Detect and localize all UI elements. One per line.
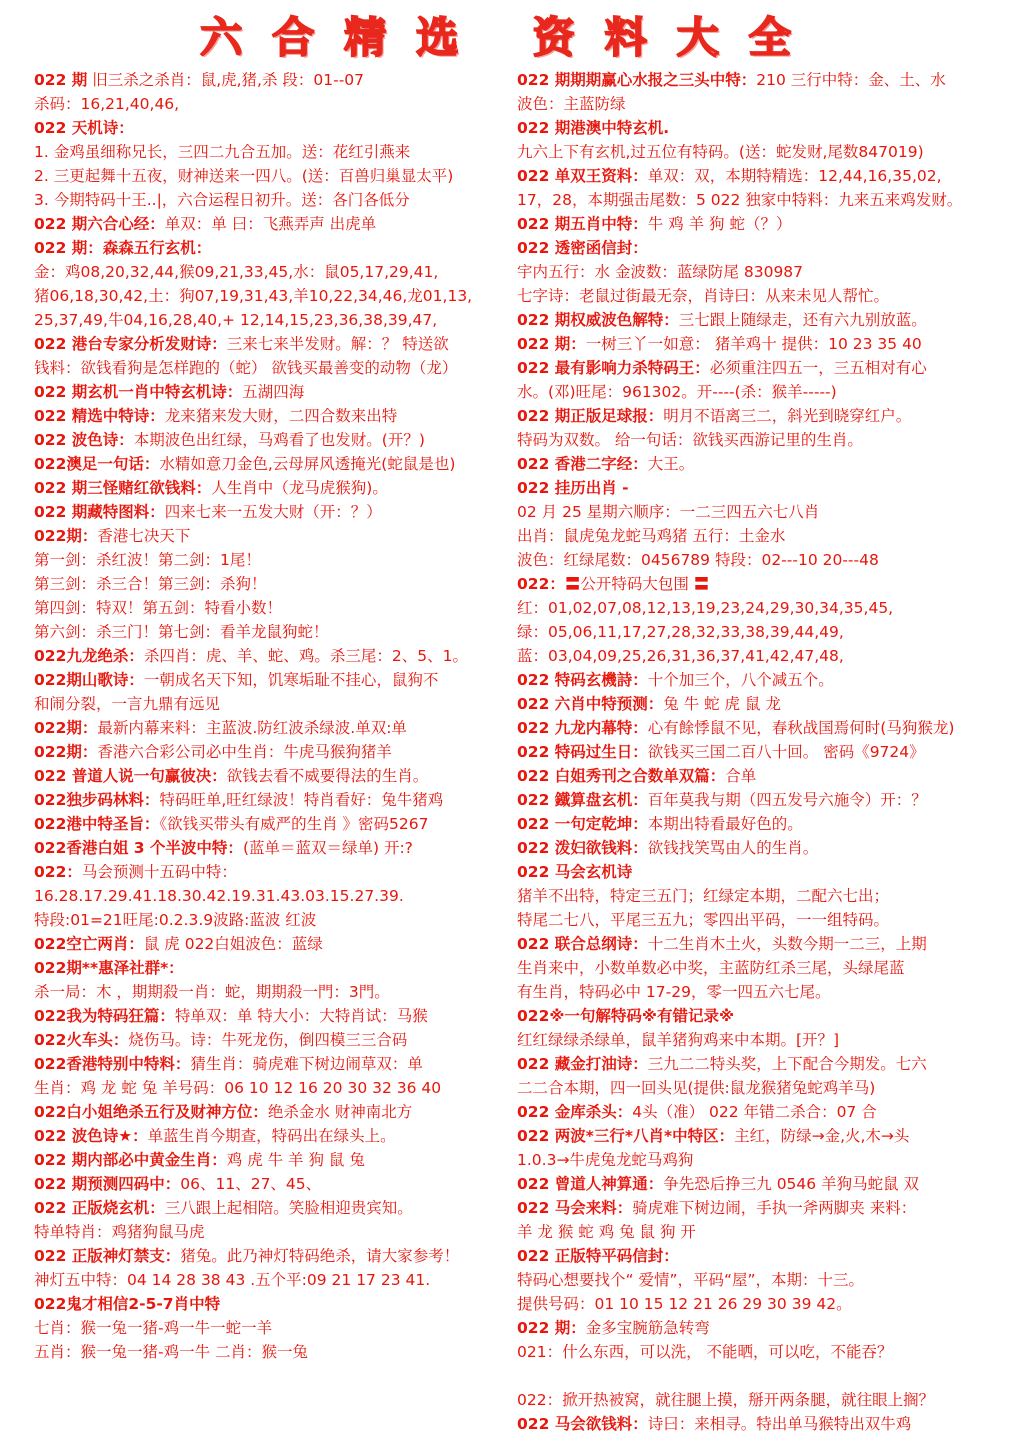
left-column-line-text: 一朝成名天下知，饥寒垢耻不挂心，鼠狗不 (143, 671, 439, 689)
right-column-line-text: 主红，防绿→金,火,木→头 (734, 1127, 910, 1145)
left-column-line (34, 1340, 526, 1364)
right-column-line-text: 三九二二特头奖，上下配合今期发。七六 (647, 1055, 927, 1073)
right-column-line (517, 572, 1009, 596)
left-column-line (34, 1004, 526, 1028)
right-column-line (517, 668, 1009, 692)
left-column-line (34, 1052, 526, 1076)
right-column-line (517, 1004, 1009, 1028)
left-column-line-text: 本期波色出红绿，马鸡看了也发财。(开？) (133, 431, 425, 449)
left-column-line-text: 金：鸡08,20,32,44,猴09,21,33,45,水：鼠05,17,29,41, (34, 263, 439, 281)
right-column-line (517, 1412, 1009, 1436)
left-column-line-label: 022 期预测四码中： (34, 1175, 181, 1193)
right-column-line (517, 236, 1009, 260)
right-column-line-text: 特码心想要找个“ 爱情”，平码“屋”，本期：十三。 (517, 1271, 865, 1289)
left-column-line-label: 022 港台专家分析发财诗： (34, 335, 227, 353)
right-column-line-label: 022 期港澳中特玄机. (517, 119, 670, 137)
left-column-line (34, 764, 526, 788)
right-column-line-text: 七字诗：老鼠过街最无奈，肖诗曰：从来未见人帮忙。 (517, 287, 890, 305)
right-column-line (517, 860, 1009, 884)
right-column-line-text: 022：掀开热被窝，就往腿上摸，掰开两条腿，就往眼上搁？ (517, 1391, 935, 1409)
right-column-line-text: 牛 鸡 羊 狗 蛇（？） (647, 215, 792, 233)
left-column-line (34, 1316, 526, 1340)
left-column-line-text: 马会预测十五码中特： (81, 863, 237, 881)
right-column-line-label: 022 正版特平码信封： (517, 1247, 679, 1265)
left-column-line (34, 620, 526, 644)
right-column-line-label: 022※一句解特码※有错记录※ (517, 1007, 735, 1025)
right-column-line (517, 524, 1009, 548)
right-column-line-text: 4头（准） 022 年错二杀合：07 合 (632, 1103, 877, 1121)
left-column-line-text: 杀码：16,21,40,46, (34, 95, 180, 113)
right-column-line (517, 92, 1009, 116)
left-column-line-text: 3. 今期特码十王..|，六合运程日初升。送：各门各低分 (34, 191, 410, 209)
left-column-line-text: 七肖：猴一兔一猪-鸡一牛一蛇一羊 (34, 1319, 273, 1337)
left-column-line-text: 龙来猪来发大财，二四合数来出特 (164, 407, 398, 425)
left-column-line (34, 212, 526, 236)
left-column-line (34, 92, 526, 116)
left-column-line-label: 022 期 (34, 71, 88, 89)
right-column-line-text: 〓公开特码大包围 〓 (564, 575, 710, 593)
right-column-line (517, 1340, 1009, 1364)
left-column-line-label: 022港中特圣旨： (34, 815, 160, 833)
left-column-line (34, 332, 526, 356)
left-column-line-text: 特单特肖：鸡猪狗鼠马虎 (34, 1223, 205, 1241)
right-column-line-text: 17，28，本期强击尾数：5 022 独家中特料：九来五来鸡发财。 (517, 191, 963, 209)
right-column-line-label: 022 马会欲钱料： (517, 1415, 648, 1433)
right-column-line (517, 428, 1009, 452)
left-column-line (34, 740, 526, 764)
right-column-line (517, 1196, 1009, 1220)
right-column-line (517, 164, 1009, 188)
right-column-line (517, 596, 1009, 620)
right-column-line-text: 明月不语离三二，斜光到晓穿红户。 (663, 407, 912, 425)
left-column-line (34, 1220, 526, 1244)
right-column-line (517, 788, 1009, 812)
left-column-line (34, 884, 526, 908)
left-column-line-text: 绝杀金水 财神南北方 (267, 1103, 413, 1121)
left-column-line-text: 三来七来半发财。解：？ 特送欲 (226, 335, 449, 353)
left-column-line-label: 022香港特别中特料： (34, 1055, 191, 1073)
right-column-line-text: 猪羊不出特，特定三五门；红绿定本期，二配六七出； (517, 887, 890, 905)
left-column-line-text: 四来七来一五发大财（开：？） (164, 503, 382, 521)
left-column-line-text: 钱料：欲钱看狗是怎样跑的（蛇） 欲钱买最善变的动物（龙） (34, 359, 458, 377)
left-column-line (34, 1076, 526, 1100)
left-column-line-text: 香港六合彩公司必中生肖：牛虎马猴狗猪羊 (97, 743, 392, 761)
left-column-line (34, 116, 526, 140)
left-column-line-text: 25,37,49,牛04,16,28,40,+ 12,14,15,23,36,38,39,47, (34, 311, 438, 329)
left-column-line-text: 神灯五中特：04 14 28 38 43 .五个平:09 21 17 23 41. (34, 1271, 431, 1289)
right-column-line-text: 三七跟上随绿走，还有六九别放蓝。 (678, 311, 927, 329)
left-column-line-text: 第四剑：特双！第五剑：特看小数！ (34, 599, 283, 617)
right-column-line (517, 1124, 1009, 1148)
left-column-line-text: 第六剑：杀三门！第七剑：看羊龙鼠狗蛇！ (34, 623, 329, 641)
right-column-line-text: 生肖来中，小数单数必中奖，主蓝防红杀三尾，头绿尾蓝 (517, 959, 905, 977)
right-column-line (517, 932, 1009, 956)
left-column-line (34, 908, 526, 932)
right-column-line-label: 022 透密函信封： (517, 239, 648, 257)
left-column-line-text: 人生肖中（龙马虎猴狗)。 (211, 479, 388, 497)
left-column-line (34, 596, 526, 620)
right-column-line-text: 红红绿绿杀绿单，鼠羊猪狗鸡来中本期。[开？] (517, 1031, 840, 1049)
right-column-line-text: 绿：05,06,11,17,27,28,32,33,38,39,44,49, (517, 623, 844, 641)
right-column-line (517, 1244, 1009, 1268)
right-column-line-text: 本期出特看最好色的。 (647, 815, 803, 833)
left-column-line (34, 284, 526, 308)
right-column-line (517, 908, 1009, 932)
right-column-line-text: 021：什么东西，可以洗， 不能晒，可以吃，不能吞？ (517, 1343, 893, 1361)
left-column-line (34, 260, 526, 284)
right-column-line-text: 1.0.3→牛虎兔龙蛇马鸡狗 (517, 1151, 694, 1169)
right-column-line (517, 404, 1009, 428)
right-column-line (517, 1292, 1009, 1316)
right-column-line-text: 骑虎难下树边闹，手执一斧两脚夹 来料： (632, 1199, 917, 1217)
left-column-line-text: 2. 三更起舞十五夜，财神送来一四八。(送：百兽归巢显太平) (34, 167, 454, 185)
left-column-line-label: 022 期：森森五行玄机： (34, 239, 212, 257)
left-column-line-text: (蓝单＝蓝双＝绿单) 开:? (242, 839, 413, 857)
right-column-line-text: 争先恐后挣三九 0546 羊狗马蛇鼠 双 (663, 1175, 919, 1193)
right-column-line-text: 水。(邓)旺尾：961302。开----(杀：猴羊-----) (517, 383, 837, 401)
left-column-line-label: 022火车头： (34, 1031, 129, 1049)
left-column-line (34, 140, 526, 164)
left-column-line-text: 第三剑：杀三合！第三剑：杀狗！ (34, 575, 267, 593)
left-column-line-text: 1. 金鸡虽细称兄长，三四二九合五加。送：花红引燕来 (34, 143, 411, 161)
right-column-line-label: 022： (517, 575, 565, 593)
left-column-line-text: 猜生肖：骑虎难下树边闹草双：单 (190, 1055, 423, 1073)
right-column-line-text: 单双：双，本期特精选：12,44,16,35,02, (647, 167, 942, 185)
left-column-line-text: 特码旺单,旺红绿波！特肖看好：兔牛猪鸡 (159, 791, 444, 809)
left-column-line (34, 1292, 526, 1316)
right-column-line (517, 1316, 1009, 1340)
left-column-line-label: 022香港白姐 3 个半波中特： (34, 839, 243, 857)
right-column-line-text: 出肖：鼠虎兔龙蛇马鸡猪 五行：土金水 (517, 527, 786, 545)
right-column-line-text: 二二合本期，四一回头见(提供:鼠龙猴猪兔蛇鸡羊马) (517, 1079, 876, 1097)
left-column-line-label: 022 期六合心经： (34, 215, 165, 233)
left-column-line-label: 022澳足一句话： (34, 455, 160, 473)
left-column-line (34, 932, 526, 956)
right-column-line-label: 022 两波*三行*八肖*中特区： (517, 1127, 735, 1145)
right-column-line (517, 884, 1009, 908)
right-column-line-label: 022 一句定乾坤： (517, 815, 648, 833)
right-column-line (517, 68, 1009, 92)
left-column-line (34, 812, 526, 836)
left-column-line (34, 836, 526, 860)
left-column-line-text: 五肖：猴一兔一猪-鸡一牛 二肖：猴一兔 (34, 1343, 309, 1361)
right-column-line (517, 1364, 1009, 1388)
left-column-line-label: 022期： (34, 527, 98, 545)
left-column-line-label: 022白小姐绝杀五行及财神方位： (34, 1103, 268, 1121)
right-column-line (517, 548, 1009, 572)
right-column-line-label: 022 金库杀头： (517, 1103, 633, 1121)
right-column-line-text: 波色：主蓝防绿 (517, 95, 626, 113)
left-column-line (34, 980, 526, 1004)
right-column-line (517, 740, 1009, 764)
right-column-line-text: 诗曰：来相寻。特出单马猴特出双牛鸡 (647, 1415, 912, 1433)
right-column-line (517, 1028, 1009, 1052)
left-column-line-text: 16.28.17.29.41.18.30.42.19.31.43.03.15.27.39. (34, 887, 404, 905)
right-column-line (517, 332, 1009, 356)
right-column-line-text: 欲钱买三国二百八十回。 密码《9724》 (647, 743, 925, 761)
right-column-line-label: 022 期权威波色解特： (517, 311, 679, 329)
left-column-line-label: 022期： (34, 719, 98, 737)
right-column-line-text: 十二生肖木土火，头数今期一二三，上期 (647, 935, 927, 953)
left-column-line-label: 022空亡两肖： (34, 935, 144, 953)
right-column-line-text: 兔 牛 蛇 虎 鼠 龙 (663, 695, 781, 713)
right-column-line-label: 022 期： (517, 1319, 586, 1337)
left-column-line (34, 236, 526, 260)
right-column-line (517, 308, 1009, 332)
left-column-line-text: 最新内幕来料：主蓝波.防红波杀绿波.单双:单 (97, 719, 407, 737)
right-column-line-label: 022 期： (517, 335, 586, 353)
left-column-line (34, 716, 526, 740)
left-column-line-label: 022期**惠泽社群*： (34, 959, 184, 977)
left-column-line (34, 476, 526, 500)
right-column-line (517, 1220, 1009, 1244)
left-column-line (34, 428, 526, 452)
right-column (517, 68, 1009, 1436)
right-column-line (517, 1076, 1009, 1100)
left-column-line-text: 水精如意刀金色,云母屏风透掩光(蛇鼠是也) (159, 455, 456, 473)
left-column-line-text: 第一剑：杀红波！第二剑：1尾！ (34, 551, 261, 569)
right-column-line (517, 644, 1009, 668)
right-column-line-text: 有生肖，特码必中 17-29，零一四五六七尾。 (517, 983, 831, 1001)
left-column-line (34, 1100, 526, 1124)
left-column-line-label: 022 期内部必中黄金生肖： (34, 1151, 227, 1169)
left-column-line (34, 524, 526, 548)
right-column-line-label: 022 马会玄机诗 (517, 863, 633, 881)
left-column-line-text: 三八跟上起相陪。笑脸相迎贵宾知。 (164, 1199, 413, 1217)
right-column-line-text: 十个加三个，八个减五个。 (647, 671, 834, 689)
right-column-line (517, 284, 1009, 308)
right-column-line-text: 合单 (725, 767, 757, 785)
left-column-line-text: 鼠 虎 022白姐波色：蓝绿 (143, 935, 323, 953)
right-column-line-text: 金多宝腕筋急转弯 (585, 1319, 710, 1337)
left-column (34, 68, 526, 1364)
right-column-line (517, 356, 1009, 380)
right-column-line (517, 980, 1009, 1004)
right-column-line (517, 212, 1009, 236)
left-column-line-text: 鸡 虎 牛 羊 狗 鼠 兔 (226, 1151, 365, 1169)
right-column-line-label: 022 单双王资料： (517, 167, 648, 185)
left-column-line-label: 022我为特码狂篇： (34, 1007, 175, 1025)
right-column-line (517, 1148, 1009, 1172)
left-column-line (34, 572, 526, 596)
right-column-line-text: 特尾二七八，平尾三五九；零四出平码，一一组特码。 (517, 911, 890, 929)
left-column-line-text: 单双：单 曰：飞燕弄声 出虎单 (164, 215, 377, 233)
right-column-line (517, 1388, 1009, 1412)
left-column-line (34, 1124, 526, 1148)
right-column-line-label: 022 鐵算盘玄机： (517, 791, 648, 809)
right-column-line-label: 022 白姐秀刊之合数单双篇： (517, 767, 726, 785)
right-column-line-label: 022 特码过生日： (517, 743, 648, 761)
left-column-line (34, 380, 526, 404)
left-column-line-label: 022期： (34, 743, 98, 761)
right-column-line-text: 九六上下有玄机,过五位有特码。(送：蛇发财,尾数847019) (517, 143, 924, 161)
page-title: 六合精选 资料大全 (200, 13, 821, 62)
left-column-line (34, 548, 526, 572)
left-column-line (34, 956, 526, 980)
left-column-line-text: 香港七决天下 (97, 527, 191, 545)
left-column-line-text: 和闹分裂，一言九鼎有远见 (34, 695, 221, 713)
left-column-line-text: 旧三杀之杀肖：鼠,虎,猪,杀 段：01--07 (87, 71, 365, 89)
right-column-line-label: 022 期期期赢心水报之三头中特： (517, 71, 757, 89)
left-column-line-label: 022 普道人说一句赢彼决： (34, 767, 227, 785)
left-column-line-label: 022九龙绝杀： (34, 647, 144, 665)
right-column-line-text: 必须重注四五一，三五相对有心 (709, 359, 927, 377)
left-column-line (34, 308, 526, 332)
right-column-line-text: 百年莫我与期（四五发号六施令）开：？ (647, 791, 927, 809)
left-column-line-text: 欲钱去看不威要得法的生肖。 (226, 767, 429, 785)
right-column-line (517, 956, 1009, 980)
right-column-line-label: 022 联合总纲诗： (517, 935, 648, 953)
left-column-line-text: 特段:01=21旺尾:0.2.3.9波路:蓝波 红波 (34, 911, 317, 929)
left-column-line (34, 1172, 526, 1196)
right-column-line (517, 188, 1009, 212)
right-column-line (517, 140, 1009, 164)
right-column-line-text: 宇内五行：水 金波数：蓝绿防尾 830987 (517, 263, 804, 281)
left-column-line-label: 022鬼才相信2-5-7肖中特 (34, 1295, 221, 1313)
left-column-line-label: 022独步码林料： (34, 791, 160, 809)
right-column-line-text: 一树三丫一如意： 猪羊鸡十 提供：10 23 35 40 (585, 335, 922, 353)
left-column-line-text: 五湖四海 (242, 383, 305, 401)
left-column-line-label: 022： (34, 863, 82, 881)
right-column-line-text: 羊 龙 猴 蛇 鸡 兔 鼠 狗 开 (517, 1223, 696, 1241)
left-column-line-label: 022 正版神灯禁支： (34, 1247, 181, 1265)
right-column-line-text: 波色：红绿尾数：0456789 特段：02---10 20---48 (517, 551, 879, 569)
right-column-line (517, 116, 1009, 140)
left-column-line-label: 022期山歌诗： (34, 671, 144, 689)
left-column-line-text: 生肖：鸡 龙 蛇 兔 羊号码：06 10 12 16 20 30 32 36 40 (34, 1079, 442, 1097)
right-column-line-label: 022 香港二字经： (517, 455, 648, 473)
right-column-line-text: 红：01,02,07,08,12,13,19,23,24,29,30,34,35,45, (517, 599, 894, 617)
left-column-line (34, 1148, 526, 1172)
right-column-line-label: 022 九龙内幕特： (517, 719, 648, 737)
right-column-line-label: 022 最有影响力杀特码王： (517, 359, 710, 377)
left-column-line-label: 022 精选中特诗： (34, 407, 165, 425)
left-column-line (34, 860, 526, 884)
right-column-line-text: 02 月 25 星期六顺序：一二三四五六七八肖 (517, 503, 820, 521)
right-column-line (517, 380, 1009, 404)
right-column-line (517, 716, 1009, 740)
left-column-line (34, 188, 526, 212)
right-column-line-text: 欲钱找笑骂由人的生肖。 (647, 839, 819, 857)
left-column-line (34, 788, 526, 812)
left-column-line-text: 06、11、27、45、 (180, 1175, 322, 1193)
left-column-line (34, 1028, 526, 1052)
left-column-line-label: 022 正版烧玄机： (34, 1199, 165, 1217)
right-column-line-label: 022 六肖中特预测： (517, 695, 664, 713)
left-column-line (34, 1196, 526, 1220)
left-column-line (34, 1244, 526, 1268)
left-column-line (34, 164, 526, 188)
right-column-line-text: 提供号码：01 10 15 12 21 26 29 30 39 42。 (517, 1295, 852, 1313)
right-column-line-text: 210 三行中特：金、土、水 (756, 71, 946, 89)
left-column-line (34, 404, 526, 428)
right-column-line (517, 1268, 1009, 1292)
right-column-line (517, 620, 1009, 644)
right-column-line (517, 1100, 1009, 1124)
right-column-line (517, 764, 1009, 788)
left-column-line-text: 猪兔。此乃神灯特码绝杀，请大家参考！ (180, 1247, 460, 1265)
right-column-line-label: 022 期五肖中特： (517, 215, 648, 233)
right-column-line-text: 特码为双数。 给一句话：欲钱买西游记里的生肖。 (517, 431, 863, 449)
left-column-line-label: 022 期三怪赌红欲钱料： (34, 479, 212, 497)
right-column-line (517, 452, 1009, 476)
right-column-line-label: 022 泼妇欲钱料： (517, 839, 648, 857)
left-column-line (34, 1268, 526, 1292)
left-column-line-label: 022 期玄机一肖中特玄机诗： (34, 383, 243, 401)
left-column-line-text: 特单双：单 特大小：大特肖试：马猴 (174, 1007, 428, 1025)
right-column-line-text: 心有餘悸鼠不见，春秋战国焉何时(马狗猴龙) (647, 719, 955, 737)
left-column-line-label: 022 波色诗★： (34, 1127, 148, 1145)
right-column-line-label: 022 马会来料： (517, 1199, 633, 1217)
right-column-line (517, 500, 1009, 524)
right-column-line-label: 022 曾道人神算通： (517, 1175, 664, 1193)
left-column-line-text: 杀四肖：虎、羊、蛇、鸡。杀三尾：2、5、1。 (143, 647, 468, 665)
right-column-line (517, 1052, 1009, 1076)
left-column-line-text: 猪06,18,30,42,土：狗07,19,31,43,羊10,22,34,46,龙01,13, (34, 287, 473, 305)
right-column-line (517, 260, 1009, 284)
right-column-line-label: 022 挂历出肖 - (517, 479, 629, 497)
right-column-line-label: 022 特码玄機詩： (517, 671, 648, 689)
left-column-line-text: 杀一局：木 ，期期殺一肖：蛇，期期殺一門：3門。 (34, 983, 390, 1001)
left-column-line-label: 022 波色诗： (34, 431, 134, 449)
left-column-line (34, 500, 526, 524)
left-column-line (34, 692, 526, 716)
right-column-line-label: 022 藏金打油诗： (517, 1055, 648, 1073)
left-column-line-text: 单蓝生肖今期查，特码出在绿头上。 (147, 1127, 396, 1145)
left-column-line-text: 《欲钱买带头有威严的生肖 》密码5267 (159, 815, 429, 833)
left-column-line (34, 668, 526, 692)
left-column-line (34, 356, 526, 380)
right-column-line (517, 812, 1009, 836)
left-column-line-label: 022 天机诗： (34, 119, 134, 137)
left-column-line (34, 452, 526, 476)
left-column-line-text: 烧伤马。诗：牛死龙伤，倒四模三三合码 (128, 1031, 408, 1049)
right-column-line (517, 692, 1009, 716)
right-column-line-text: 蓝：03,04,09,25,26,31,36,37,41,42,47,48, (517, 647, 844, 665)
left-column-line-label: 022 期藏特图料： (34, 503, 165, 521)
right-column-line (517, 1172, 1009, 1196)
left-column-line (34, 644, 526, 668)
right-column-line-label: 022 期正版足球报： (517, 407, 664, 425)
left-column-line (34, 68, 526, 92)
right-column-line-text: 大王。 (647, 455, 695, 473)
right-column-line (517, 476, 1009, 500)
right-column-line (517, 836, 1009, 860)
